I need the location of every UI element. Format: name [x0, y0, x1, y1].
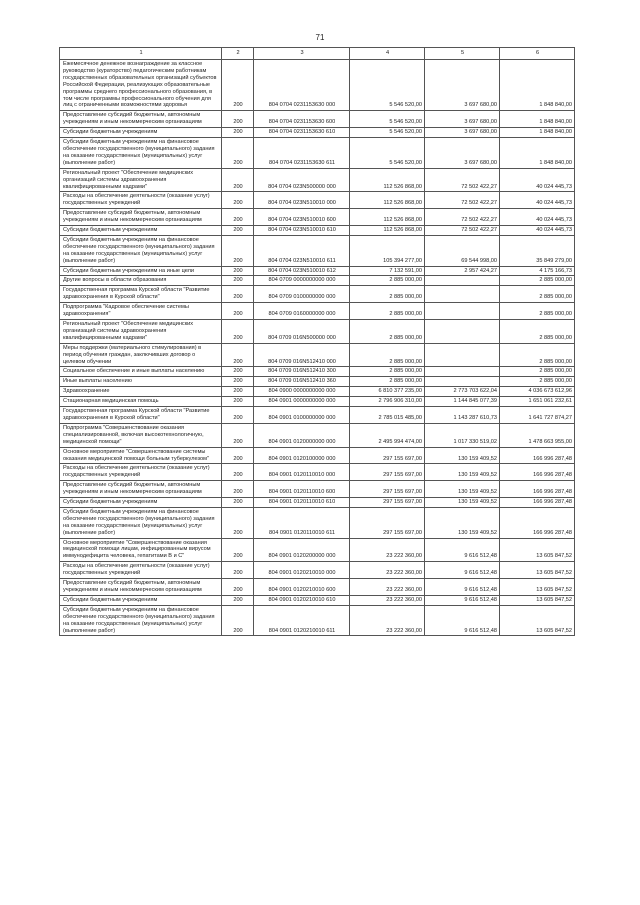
- approved-amount: 2 885 000,00: [350, 286, 425, 303]
- executed-amount: [425, 367, 500, 377]
- classification-code: 804 0709 016N512410 300: [254, 367, 350, 377]
- table-row: [60, 481, 575, 498]
- unexecuted-amount: 1 848 840,00: [500, 128, 575, 138]
- executed-amount: 3 697 680,00: [425, 111, 500, 128]
- admin-code: 200: [222, 377, 254, 387]
- unexecuted-amount: 2 885 000,00: [500, 276, 575, 286]
- unexecuted-amount: 1 848 840,00: [500, 60, 575, 111]
- executed-amount: 130 159 409,52: [425, 447, 500, 464]
- approved-amount: 112 526 868,00: [350, 168, 425, 192]
- approved-amount: 23 222 360,00: [350, 562, 425, 579]
- unexecuted-amount: 166 996 287,48: [500, 498, 575, 508]
- unexecuted-amount: 40 024 445,73: [500, 226, 575, 236]
- budget-item-name: Субсидии бюджетным учреждениям на финансовое обеспечение государственного (муниципального) задания на оказание государственных (муниципальных) услуг (выполнение работ): [60, 605, 222, 636]
- budget-item-name: Субсидии бюджетным учреждениям на финансовое обеспечение государственного (муниципального) задания на оказание государственных (муниципальных) услуг (выполнение работ): [60, 138, 222, 169]
- admin-code: 200: [222, 276, 254, 286]
- table-row: [60, 60, 575, 111]
- admin-code: 200: [222, 286, 254, 303]
- table-row: [60, 111, 575, 128]
- executed-amount: [425, 320, 500, 344]
- budget-item-name: Предоставление субсидий бюджетным, автономным учреждениям и иным некоммерческим организациям: [60, 111, 222, 128]
- approved-amount: 5 546 520,00: [350, 60, 425, 111]
- executed-amount: 130 159 409,52: [425, 481, 500, 498]
- table-row: [60, 595, 575, 605]
- admin-code: 200: [222, 579, 254, 596]
- budget-item-name: Расходы на обеспечение деятельности (оказание услуг) государственных учреждений: [60, 562, 222, 579]
- admin-code: 200: [222, 226, 254, 236]
- table-row: [60, 377, 575, 387]
- table-row: [60, 397, 575, 407]
- budget-item-name: Предоставление субсидий бюджетным, автономным учреждениям и иным некоммерческим организациям: [60, 481, 222, 498]
- unexecuted-amount: 13 605 847,52: [500, 538, 575, 562]
- classification-code: 804 0901 0120110010 600: [254, 481, 350, 498]
- approved-amount: 23 222 360,00: [350, 605, 425, 636]
- executed-amount: 130 159 409,52: [425, 507, 500, 538]
- executed-amount: [425, 276, 500, 286]
- unexecuted-amount: 1 848 840,00: [500, 111, 575, 128]
- admin-code: 200: [222, 407, 254, 424]
- approved-amount: 105 394 277,00: [350, 235, 425, 266]
- admin-code: 200: [222, 387, 254, 397]
- page-number: 71: [315, 33, 325, 42]
- classification-code: 804 0901 0120210010 000: [254, 562, 350, 579]
- table-row: [60, 367, 575, 377]
- table-row: [60, 464, 575, 481]
- executed-amount: 9 616 512,48: [425, 562, 500, 579]
- unexecuted-amount: 4 036 673 612,96: [500, 387, 575, 397]
- approved-amount: 2 785 015 485,00: [350, 407, 425, 424]
- budget-item-name: Предоставление субсидий бюджетным, автономным учреждениям и иным некоммерческим организациям: [60, 209, 222, 226]
- admin-code: 200: [222, 303, 254, 320]
- budget-item-name: Субсидии бюджетным учреждениям на финансовое обеспечение государственного (муниципального) задания на оказание государственных (муниципальных) услуг (выполнение работ): [60, 235, 222, 266]
- unexecuted-amount: 4 175 166,73: [500, 266, 575, 276]
- admin-code: 200: [222, 192, 254, 209]
- approved-amount: 5 546 520,00: [350, 138, 425, 169]
- unexecuted-amount: 40 024 445,73: [500, 209, 575, 226]
- unexecuted-amount: 40 024 445,73: [500, 192, 575, 209]
- table-row: [60, 343, 575, 367]
- table-body: [60, 60, 575, 636]
- executed-amount: 130 159 409,52: [425, 464, 500, 481]
- unexecuted-amount: 13 605 847,52: [500, 562, 575, 579]
- admin-code: 200: [222, 538, 254, 562]
- budget-item-name: Субсидии бюджетным учреждениям на иные цели: [60, 266, 222, 276]
- budget-item-name: Государственная программа Курской области "Развитие здравоохранения в Курской области": [60, 286, 222, 303]
- unexecuted-amount: 13 605 847,52: [500, 579, 575, 596]
- budget-item-name: Другие вопросы в области образования: [60, 276, 222, 286]
- budget-item-name: Меры поддержки (материального стимулирования) в период обучения граждан, заключивших договор о целевом обучении: [60, 343, 222, 367]
- executed-amount: 69 544 998,00: [425, 235, 500, 266]
- executed-amount: 9 616 512,48: [425, 605, 500, 636]
- classification-code: 804 0704 0231153630 600: [254, 111, 350, 128]
- approved-amount: 112 526 868,00: [350, 192, 425, 209]
- unexecuted-amount: 166 996 287,48: [500, 481, 575, 498]
- classification-code: 804 0704 023N510010 000: [254, 192, 350, 209]
- table-row: [60, 562, 575, 579]
- classification-code: 804 0709 0160000000 000: [254, 303, 350, 320]
- classification-code: 804 0709 016N500000 000: [254, 320, 350, 344]
- unexecuted-amount: 2 885 000,00: [500, 377, 575, 387]
- admin-code: 200: [222, 464, 254, 481]
- approved-amount: 2 885 000,00: [350, 367, 425, 377]
- admin-code: 200: [222, 481, 254, 498]
- approved-amount: 2 885 000,00: [350, 276, 425, 286]
- executed-amount: 72 502 422,27: [425, 168, 500, 192]
- classification-code: 804 0704 0231153630 000: [254, 60, 350, 111]
- table-row: [60, 423, 575, 447]
- executed-amount: 72 502 422,27: [425, 209, 500, 226]
- executed-amount: 3 697 680,00: [425, 138, 500, 169]
- approved-amount: 23 222 360,00: [350, 538, 425, 562]
- approved-amount: 6 810 377 235,00: [350, 387, 425, 397]
- table-row: [60, 276, 575, 286]
- classification-code: 804 0704 023N510010 610: [254, 226, 350, 236]
- classification-code: 804 0901 0100000000 000: [254, 407, 350, 424]
- approved-amount: 112 526 868,00: [350, 209, 425, 226]
- budget-item-name: Основное мероприятие "Совершенствование системы оказания медицинской помощи больным туберкулезом": [60, 447, 222, 464]
- unexecuted-amount: 166 996 287,48: [500, 507, 575, 538]
- table-row: [60, 447, 575, 464]
- executed-amount: 72 502 422,27: [425, 226, 500, 236]
- classification-code: 804 0901 0120000000 000: [254, 423, 350, 447]
- table-row: [60, 168, 575, 192]
- admin-code: 200: [222, 367, 254, 377]
- admin-code: 200: [222, 343, 254, 367]
- classification-code: 804 0709 016N512410 000: [254, 343, 350, 367]
- budget-item-name: Подпрограмма "Кадровое обеспечение системы здравоохранения": [60, 303, 222, 320]
- table-row: [60, 266, 575, 276]
- classification-code: 804 0901 0120200000 000: [254, 538, 350, 562]
- classification-code: 804 0709 016N512410 360: [254, 377, 350, 387]
- budget-item-name: Расходы на обеспечение деятельности (оказание услуг) государственных учреждений: [60, 192, 222, 209]
- approved-amount: 23 222 360,00: [350, 595, 425, 605]
- table-row: [60, 235, 575, 266]
- approved-amount: 297 155 697,00: [350, 498, 425, 508]
- approved-amount: 2 796 906 310,00: [350, 397, 425, 407]
- approved-amount: 2 885 000,00: [350, 303, 425, 320]
- unexecuted-amount: 2 885 000,00: [500, 367, 575, 377]
- budget-item-name: Субсидии бюджетным учреждениям: [60, 595, 222, 605]
- executed-amount: 1 143 287 610,73: [425, 407, 500, 424]
- classification-code: 804 0704 023N500000 000: [254, 168, 350, 192]
- executed-amount: 1 144 845 077,39: [425, 397, 500, 407]
- admin-code: 200: [222, 447, 254, 464]
- executed-amount: 9 616 512,48: [425, 538, 500, 562]
- table-row: [60, 138, 575, 169]
- admin-code: 200: [222, 209, 254, 226]
- classification-code: 804 0704 023N510010 600: [254, 209, 350, 226]
- classification-code: 804 0901 0120100000 000: [254, 447, 350, 464]
- unexecuted-amount: 40 024 445,73: [500, 168, 575, 192]
- classification-code: 804 0704 023N510010 611: [254, 235, 350, 266]
- budget-item-name: Субсидии бюджетным учреждениям на финансовое обеспечение государственного (муниципального) задания на оказание государственных (муниципальных) услуг (выполнение работ): [60, 507, 222, 538]
- approved-amount: 297 155 697,00: [350, 507, 425, 538]
- table-header-row: [60, 48, 575, 60]
- classification-code: 804 0704 023N510010 612: [254, 266, 350, 276]
- classification-code: 804 0901 0120110010 000: [254, 464, 350, 481]
- admin-code: 200: [222, 507, 254, 538]
- table-row: [60, 407, 575, 424]
- budget-item-name: Региональный проект "Обеспечение медицинских организаций системы здравоохранения квалифицированными кадрами": [60, 168, 222, 192]
- approved-amount: 297 155 697,00: [350, 464, 425, 481]
- executed-amount: 2 957 424,27: [425, 266, 500, 276]
- executed-amount: [425, 303, 500, 320]
- budget-item-name: Субсидии бюджетным учреждениям: [60, 226, 222, 236]
- unexecuted-amount: 166 996 287,48: [500, 464, 575, 481]
- unexecuted-amount: 13 605 847,52: [500, 605, 575, 636]
- classification-code: 804 0901 0120110010 611: [254, 507, 350, 538]
- executed-amount: 130 159 409,52: [425, 498, 500, 508]
- budget-execution-table: [59, 47, 575, 636]
- approved-amount: 5 546 520,00: [350, 111, 425, 128]
- table-row: [60, 387, 575, 397]
- unexecuted-amount: 1 848 840,00: [500, 138, 575, 169]
- approved-amount: 2 885 000,00: [350, 320, 425, 344]
- budget-item-name: Здравоохранение: [60, 387, 222, 397]
- classification-code: 804 0709 0000000000 000: [254, 276, 350, 286]
- unexecuted-amount: 35 849 279,00: [500, 235, 575, 266]
- admin-code: 200: [222, 397, 254, 407]
- budget-item-name: Предоставление субсидий бюджетным, автономным учреждениям и иным некоммерческим организациям: [60, 579, 222, 596]
- executed-amount: 72 502 422,27: [425, 192, 500, 209]
- unexecuted-amount: 1 641 727 874,27: [500, 407, 575, 424]
- executed-amount: 9 616 512,48: [425, 595, 500, 605]
- header-cell-1: 1: [60, 48, 222, 60]
- executed-amount: [425, 286, 500, 303]
- header-cell-5: 5: [425, 48, 500, 60]
- table-row: [60, 286, 575, 303]
- header-cell-3: 3: [254, 48, 350, 60]
- executed-amount: 9 616 512,48: [425, 579, 500, 596]
- table-row: [60, 538, 575, 562]
- admin-code: 200: [222, 168, 254, 192]
- approved-amount: 2 885 000,00: [350, 343, 425, 367]
- unexecuted-amount: 13 605 847,52: [500, 595, 575, 605]
- table-row: [60, 507, 575, 538]
- table-row: [60, 605, 575, 636]
- approved-amount: 23 222 360,00: [350, 579, 425, 596]
- admin-code: 200: [222, 605, 254, 636]
- classification-code: 804 0900 0000000000 000: [254, 387, 350, 397]
- budget-item-name: Региональный проект "Обеспечение медицинских организаций системы здравоохранения квалифицированными кадрами": [60, 320, 222, 344]
- admin-code: 200: [222, 595, 254, 605]
- admin-code: 200: [222, 320, 254, 344]
- budget-item-name: Социальное обеспечение и иные выплаты населению: [60, 367, 222, 377]
- unexecuted-amount: 166 996 287,48: [500, 447, 575, 464]
- approved-amount: 5 546 520,00: [350, 128, 425, 138]
- classification-code: 804 0901 0120210010 610: [254, 595, 350, 605]
- budget-item-name: Иные выплаты населению: [60, 377, 222, 387]
- approved-amount: 2 885 000,00: [350, 377, 425, 387]
- approved-amount: 112 526 868,00: [350, 226, 425, 236]
- executed-amount: [425, 377, 500, 387]
- table-row: [60, 128, 575, 138]
- executed-amount: 3 697 680,00: [425, 128, 500, 138]
- budget-item-name: Основное мероприятие "Совершенствование оказания медицинской помощи лицам, инфицированным вирусом иммунодефицита человека, гепатитами B и C": [60, 538, 222, 562]
- budget-item-name: Ежемесячное денежное вознаграждение за классное руководство (кураторство) педагогическим работникам государственных образовательных организаций субъектов Российской Федерации, реализующих образовательные программы среднего профессионального образования, в том числе программы профессионального обучения для лиц с ограниченными возможностями здоровья: [60, 60, 222, 111]
- unexecuted-amount: 2 885 000,00: [500, 320, 575, 344]
- table-row: [60, 209, 575, 226]
- budget-item-name: Стационарная медицинская помощь: [60, 397, 222, 407]
- admin-code: 200: [222, 562, 254, 579]
- budget-item-name: Подпрограмма "Совершенствование оказания специализированной, включая высокотехнологичную, медицинской помощи": [60, 423, 222, 447]
- unexecuted-amount: 2 885 000,00: [500, 303, 575, 320]
- classification-code: 804 0901 0120210010 611: [254, 605, 350, 636]
- unexecuted-amount: 1 478 663 955,00: [500, 423, 575, 447]
- admin-code: 200: [222, 128, 254, 138]
- header-cell-4: 4: [350, 48, 425, 60]
- admin-code: 200: [222, 138, 254, 169]
- budget-item-name: Государственная программа Курской области "Развитие здравоохранения в Курской области": [60, 407, 222, 424]
- executed-amount: 2 773 703 622,04: [425, 387, 500, 397]
- admin-code: 200: [222, 235, 254, 266]
- admin-code: 200: [222, 423, 254, 447]
- table-row: [60, 303, 575, 320]
- admin-code: 200: [222, 498, 254, 508]
- table-row: [60, 226, 575, 236]
- classification-code: 804 0901 0120210010 600: [254, 579, 350, 596]
- approved-amount: 2 495 994 474,00: [350, 423, 425, 447]
- classification-code: 804 0704 0231153630 611: [254, 138, 350, 169]
- classification-code: 804 0709 0100000000 000: [254, 286, 350, 303]
- unexecuted-amount: 2 885 000,00: [500, 286, 575, 303]
- executed-amount: [425, 343, 500, 367]
- unexecuted-amount: 1 651 061 232,61: [500, 397, 575, 407]
- approved-amount: 297 155 697,00: [350, 481, 425, 498]
- budget-item-name: Субсидии бюджетным учреждениям: [60, 498, 222, 508]
- budget-item-name: Расходы на обеспечение деятельности (оказание услуг) государственных учреждений: [60, 464, 222, 481]
- executed-amount: 3 697 680,00: [425, 60, 500, 111]
- admin-code: 200: [222, 266, 254, 276]
- classification-code: 804 0704 0231153630 610: [254, 128, 350, 138]
- budget-item-name: Субсидии бюджетным учреждениям: [60, 128, 222, 138]
- table-row: [60, 498, 575, 508]
- classification-code: 804 0901 0120110010 610: [254, 498, 350, 508]
- classification-code: 804 0901 0000000000 000: [254, 397, 350, 407]
- executed-amount: 1 017 330 519,02: [425, 423, 500, 447]
- unexecuted-amount: 2 885 000,00: [500, 343, 575, 367]
- approved-amount: 7 132 591,00: [350, 266, 425, 276]
- admin-code: 200: [222, 60, 254, 111]
- table-row: [60, 579, 575, 596]
- header-cell-6: 6: [500, 48, 575, 60]
- header-cell-2: 2: [222, 48, 254, 60]
- table-row: [60, 192, 575, 209]
- admin-code: 200: [222, 111, 254, 128]
- approved-amount: 297 155 697,00: [350, 447, 425, 464]
- table-row: [60, 320, 575, 344]
